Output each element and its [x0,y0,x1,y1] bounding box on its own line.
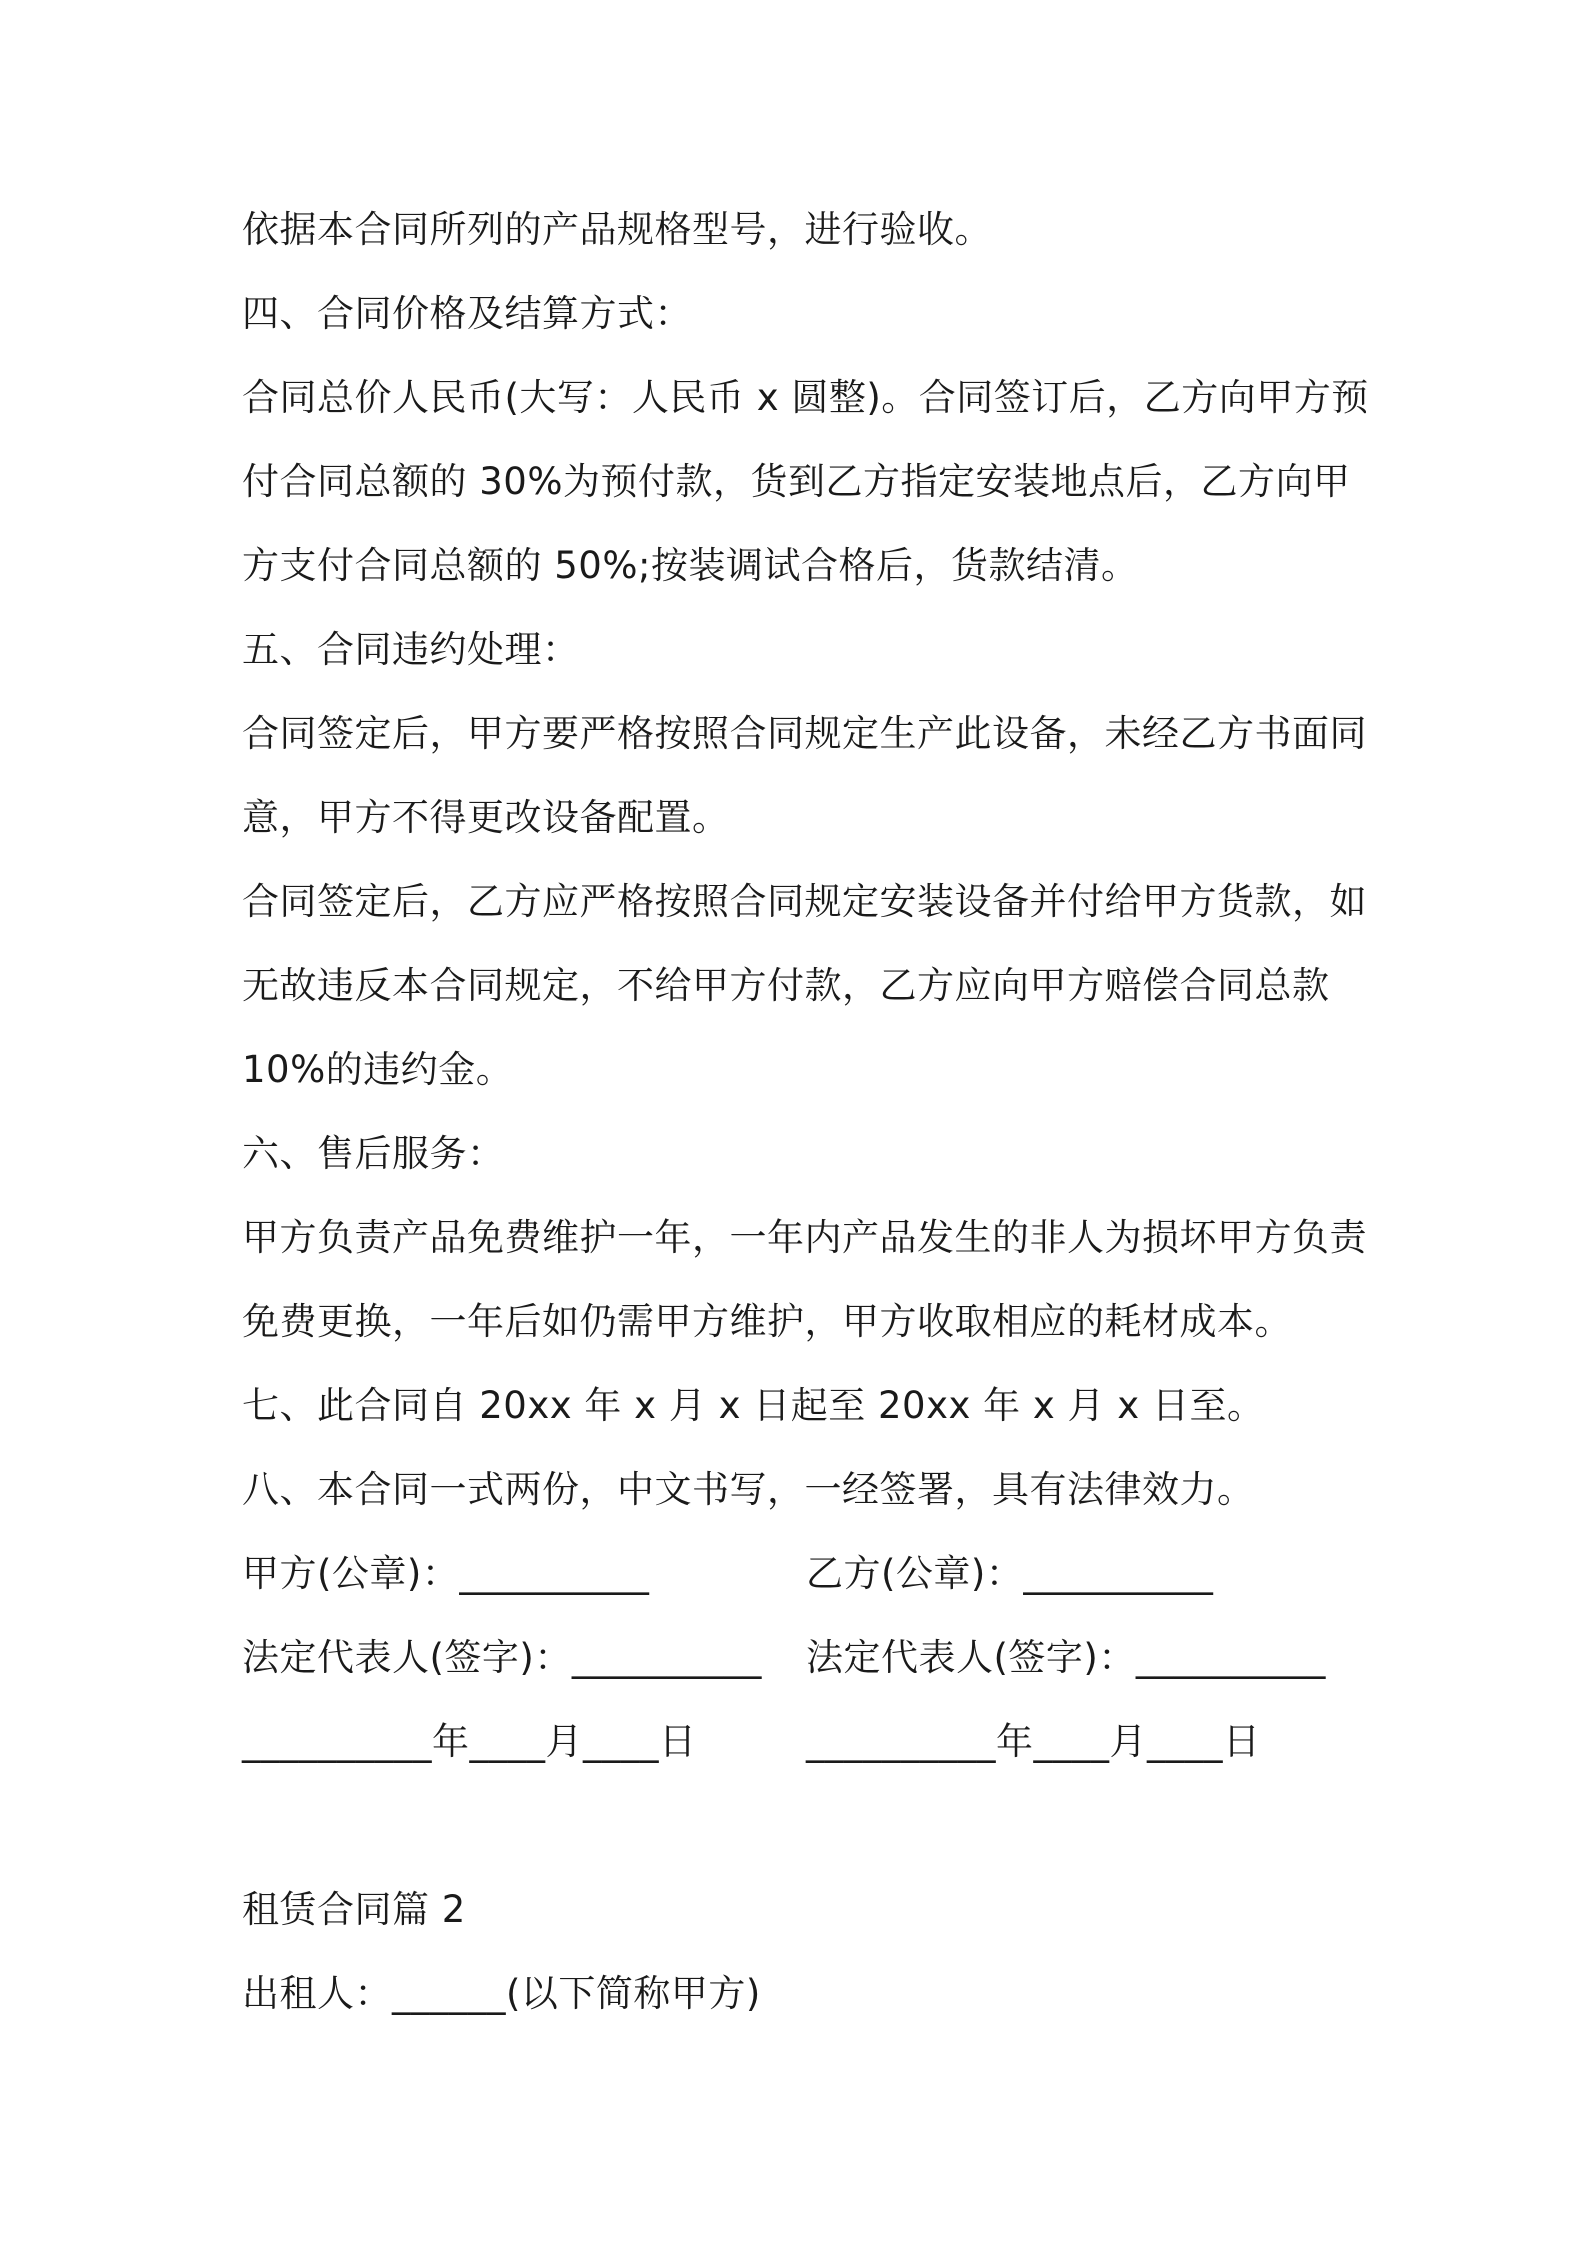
paragraph-breach-b-line-2: 无故违反本合同规定，不给甲方付款，乙方应向甲方赔偿合同总款 [242,964,1330,1007]
party-a-seal-line: 甲方(公章)：__________ [242,1552,650,1595]
party-a-date-line: __________年____月____日 [242,1720,697,1763]
paragraph-acceptance: 依据本合同所列的产品规格型号，进行验收。 [242,208,992,251]
party-b-representative-line: 法定代表人(签字)：__________ [806,1636,1326,1679]
paragraph-contract-term: 七、此合同自 20xx 年 x 月 x 日起至 20xx 年 x 月 x 日至。 [242,1384,1265,1427]
party-b-seal-line: 乙方(公章)：__________ [806,1552,1214,1595]
paragraph-after-sales-line-1: 甲方负责产品免费维护一年，一年内产品发生的非人为损坏甲方负责 [242,1216,1367,1259]
paragraph-copies: 八、本合同一式两份，中文书写，一经签署，具有法律效力。 [242,1468,1255,1511]
lessor-line: 出租人：______(以下简称甲方) [242,1972,761,2015]
party-a-representative-line: 法定代表人(签字)：__________ [242,1636,762,1679]
party-b-date-line: __________年____月____日 [806,1720,1261,1763]
paragraph-after-sales-line-2: 免费更换，一年后如仍需甲方维护，甲方收取相应的耗材成本。 [242,1300,1292,1343]
section-title-lease-contract-2: 租赁合同篇 2 [242,1888,466,1931]
heading-after-sales: 六、售后服务： [242,1132,505,1175]
paragraph-price-line-2: 付合同总额的 30%为预付款，货到乙方指定安装地点后，乙方向甲 [242,460,1351,503]
paragraph-price-line-1: 合同总价人民币(大写：人民币 x 圆整)。合同签订后，乙方向甲方预 [242,376,1369,419]
paragraph-breach-a-line-2: 意，甲方不得更改设备配置。 [242,796,730,839]
paragraph-breach-b-line-1: 合同签定后，乙方应严格按照合同规定安装设备并付给甲方货款，如 [242,880,1367,923]
heading-price-settlement: 四、合同价格及结算方式： [242,292,692,335]
heading-breach: 五、合同违约处理： [242,628,580,671]
paragraph-price-line-3: 方支付合同总额的 50%;按装调试合格后，货款结清。 [242,544,1139,587]
paragraph-breach-b-line-3: 10%的违约金。 [242,1048,514,1091]
paragraph-breach-a-line-1: 合同签定后，甲方要严格按照合同规定生产此设备，未经乙方书面同 [242,712,1367,755]
